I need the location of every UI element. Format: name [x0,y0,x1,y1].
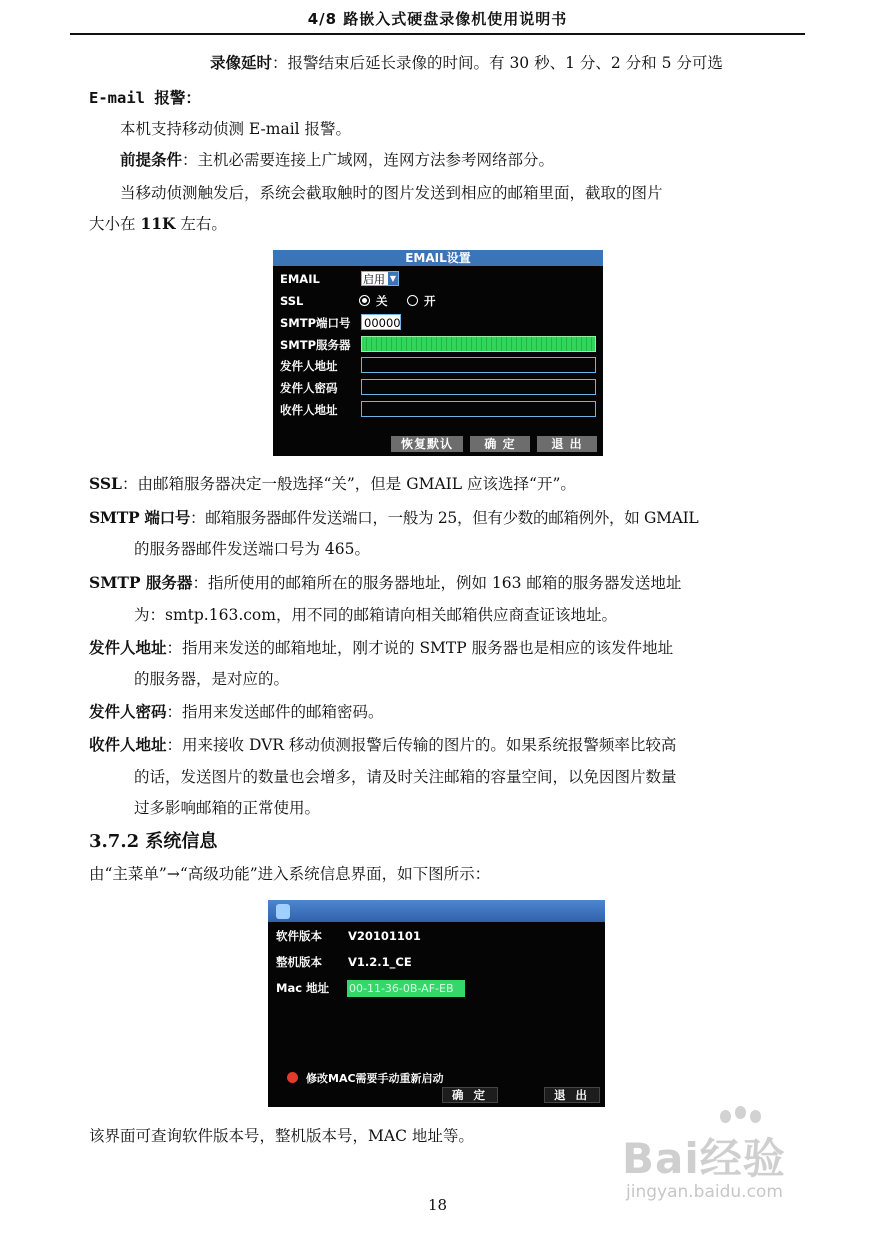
email-settings-title: EMAIL设置 [273,250,603,266]
mac-address-label: Mac 地址 [276,981,330,995]
prerequisite-text: ：主机必需要连接上广域网，连网方法参考网络部分。 [182,151,555,169]
paw-icon [720,1110,731,1123]
restore-default-button[interactable]: 恢复默认 [391,436,463,452]
email-settings-screenshot [273,250,603,456]
mac-address-input[interactable]: 00-11-36-0B-AF-EB [347,980,465,997]
sender-address-label: 发件人地址 [280,359,338,373]
receiver-address-definition: 收件人地址：用来接收 DVR 移动侦测报警后传输的图片的。如果系统报警频率比较高 [89,735,677,754]
smtp-server-definition-line2: 为：smtp.163.com，用不同的邮箱请向相关邮箱供应商查证该地址。 [134,606,617,624]
ssl-on-label: 开 [424,294,436,308]
running-header: 4/8 路嵌入式硬盘录像机使用说明书 [307,10,568,28]
section-heading [89,829,217,855]
record-delay-text: ：报警结束后延长录像的时间。有 30 秒、1 分、2 分和 5 分可选 [272,54,723,72]
section-number: 3.7.2 [89,831,140,852]
receiver-address-label: 收件人地址 [280,403,338,417]
receiver-address-definition-line2: 的话，发送图片的数量也会增多，请及时关注邮箱的容量空间，以免因图片数量 [134,768,677,786]
receiver-address-input[interactable] [361,401,596,417]
email-alarm-heading: E-mail 报警： [89,89,201,107]
record-delay-paragraph [210,52,723,74]
ok-button[interactable]: 确 定 [470,436,530,452]
hardware-version-label: 整机版本 [276,955,322,969]
smtp-server-label: SMTP服务器 [280,338,351,352]
ssl-row-label: SSL [280,294,304,308]
chevron-down-icon: ▼ [389,274,397,283]
sender-password-input[interactable] [361,379,596,395]
smtp-port-label: SMTP端口号 [280,316,351,330]
sender-password-label: 发件人密码 [280,381,338,395]
trigger-paragraph-line1: 当移动侦测触发后，系统会截取触时的图片发送到相应的邮箱里面，截取的图片 [120,184,663,202]
smtp-server-definition: SMTP 服务器：指所使用的邮箱所在的服务器地址，例如 163 邮箱的服务器发送地址 [89,573,682,592]
email-enable-select[interactable]: 启用 ▼ [361,271,399,286]
summary-paragraph: 该界面可查询软件版本号，整机版本号，MAC 地址等。 [89,1127,474,1145]
info-icon [276,904,290,919]
watermark-brand: Bai经验 [622,1134,786,1183]
prerequisite-label: 前提条件 [120,150,183,169]
smtp-port-definition: SMTP 端口号：邮箱服务器邮件发送端口，一般为 25，但有少数的邮箱例外，如 GMAIL [89,508,699,527]
trigger-paragraph-line2: 大小在 11K 左右。 [89,214,227,233]
system-info-screenshot [268,900,605,1107]
smtp-port-input[interactable]: 00000 [361,314,401,330]
size-value: 11K [140,214,176,233]
baidu-jingyan-watermark [622,1110,842,1210]
sender-address-definition-line2: 的服务器，是对应的。 [134,670,290,688]
warning-icon [287,1072,298,1083]
email-row-label: EMAIL [280,272,320,286]
ssl-off-radio[interactable] [359,295,370,306]
software-version-value: V20101101 [348,929,421,943]
exit-button[interactable]: 退 出 [544,1087,600,1103]
ssl-on-radio[interactable] [407,295,418,306]
page-number: 18 [427,1196,448,1214]
smtp-server-input[interactable] [361,336,596,352]
ssl-definition: SSL：由邮箱服务器决定一般选择“关”，但是 GMAIL 应该选择“开”。 [89,474,576,493]
record-delay-label: 录像延时 [210,53,273,72]
header-rule [70,33,805,35]
software-version-label: 软件版本 [276,929,322,943]
ssl-off-label: 关 [376,294,388,308]
sender-password-definition: 发件人密码：指用来发送邮件的邮箱密码。 [89,702,384,721]
prerequisite-paragraph [120,149,554,171]
smtp-port-definition-line2: 的服务器邮件发送端口号为 465。 [134,540,371,558]
watermark-url: jingyan.baidu.com [626,1182,783,1202]
receiver-address-definition-line3: 过多影响邮箱的正常使用。 [134,799,321,817]
hardware-version-value: V1.2.1_CE [348,955,412,969]
navigation-paragraph: 由“主菜单”→“高级功能”进入系统信息界面，如下图所示： [89,865,491,883]
ok-button[interactable]: 确 定 [442,1087,498,1103]
restart-warning: 修改MAC需要手动重新启动 [306,1072,444,1085]
sender-address-input[interactable] [361,357,596,373]
exit-button[interactable]: 退 出 [537,436,597,452]
email-support-paragraph: 本机支持移动侦测 E-mail 报警。 [120,120,352,138]
sender-address-definition: 发件人地址：指用来发送的邮箱地址，刚才说的 SMTP 服务器也是相应的该发件地址 [89,638,674,657]
section-title: 系统信息 [145,831,218,852]
system-info-titlebar [268,900,605,922]
